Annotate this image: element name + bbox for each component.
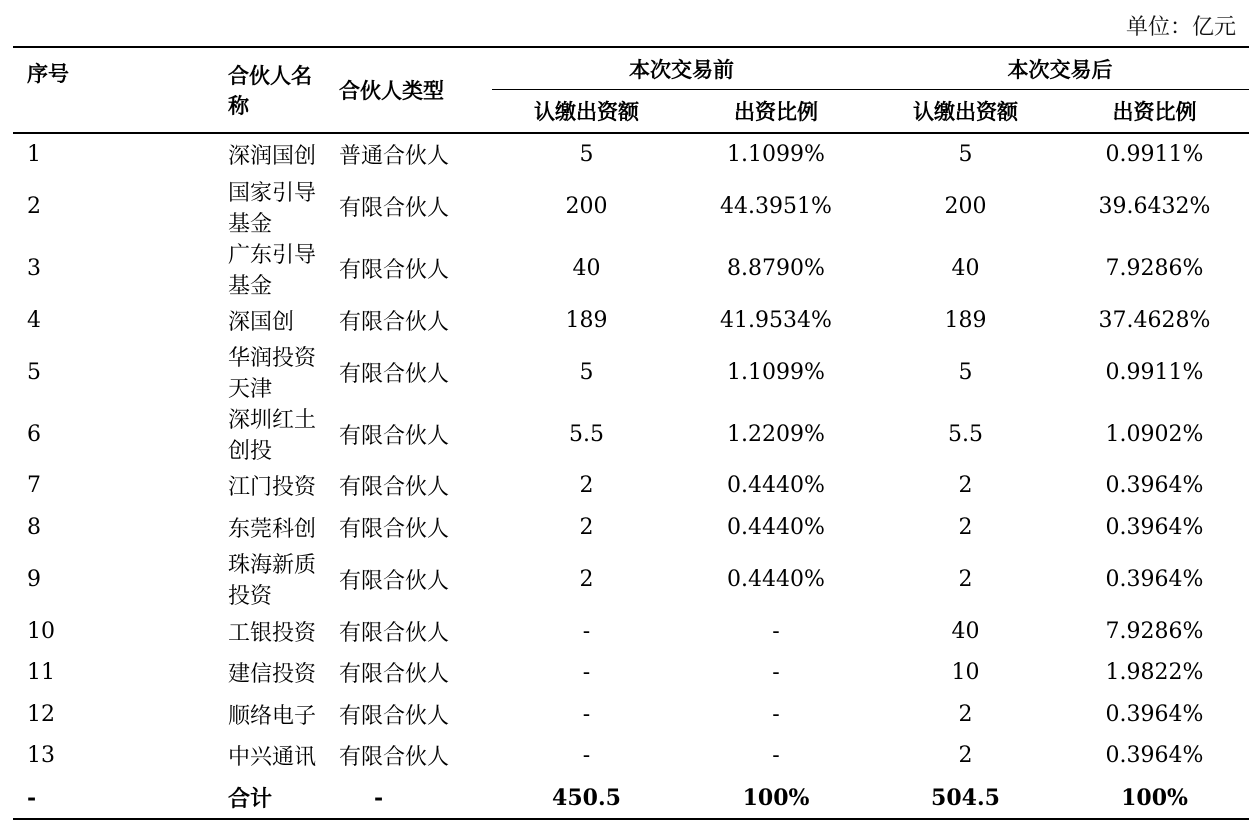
cell-before-amount: 2: [579, 473, 594, 499]
cell-after-ratio: 7.9286%: [1105, 618, 1204, 644]
header-no: 序号: [27, 62, 69, 86]
cell-name: 深圳红土创投: [228, 408, 317, 465]
cell-after-amount: 40: [951, 256, 980, 282]
cell-after-ratio: 0.3964%: [1105, 473, 1204, 499]
cell-after-amount: 10: [951, 660, 980, 686]
total-before-amount: 450.5: [552, 784, 621, 811]
unit-label: 单位：亿元: [1125, 15, 1236, 40]
cell-after-ratio: 0.3964%: [1105, 515, 1204, 541]
cell-type: 有限合伙人: [339, 703, 450, 729]
cell-after-ratio: 0.3964%: [1105, 566, 1204, 592]
cell-no: 3: [27, 256, 41, 282]
header-type: 合伙人类型: [339, 79, 444, 103]
cell-after-amount: 5: [958, 359, 973, 385]
cell-name: 工银投资: [228, 620, 317, 646]
cell-type: 有限合伙人: [339, 309, 450, 335]
cell-type: 有限合伙人: [339, 361, 450, 387]
header-before: 本次交易前: [492, 47, 871, 90]
cell-before-amount: 2: [579, 566, 594, 592]
cell-before-amount: 5.5: [569, 421, 604, 447]
header-after-subscribed: 认缴出资额: [913, 100, 1018, 124]
cell-name: 珠海新质投资: [228, 553, 317, 610]
cell-before-ratio: 0.4440%: [727, 566, 825, 592]
cell-name: 江门投资: [228, 475, 317, 501]
cell-name: 广东引导基金: [228, 242, 317, 299]
cell-before-ratio: -: [772, 701, 780, 727]
cell-after-amount: 40: [951, 618, 980, 644]
cell-before-amount: -: [582, 618, 591, 644]
cell-before-ratio: 0.4440%: [727, 473, 825, 499]
cell-no: 6: [27, 421, 41, 447]
total-type: -: [374, 784, 384, 811]
cell-before-amount: 200: [565, 194, 608, 220]
cell-no: 1: [27, 142, 41, 168]
table-body: [13, 133, 1249, 819]
total-after-ratio: 100%: [1121, 784, 1188, 811]
cell-before-amount: -: [582, 660, 591, 686]
cell-no: 11: [27, 660, 55, 686]
cell-name: 深国创: [228, 309, 295, 335]
table-row: [13, 403, 1249, 465]
cell-before-ratio: 1.1099%: [727, 359, 825, 385]
cell-after-amount: 2: [958, 515, 973, 541]
table-row: [13, 300, 1249, 342]
cell-after-ratio: 7.9286%: [1105, 256, 1204, 282]
header-before-ratio: 出资比例: [734, 100, 818, 124]
cell-no: 4: [27, 307, 41, 333]
table-header: [13, 47, 1249, 133]
partner-table: [13, 46, 1249, 820]
table-row: [13, 238, 1249, 300]
cell-type: 有限合伙人: [339, 620, 450, 646]
cell-type: 有限合伙人: [339, 423, 450, 449]
table-row: [13, 507, 1249, 549]
table-row: [13, 610, 1249, 652]
total-after-amount: 504.5: [931, 784, 1000, 811]
total-label: 合计: [228, 787, 273, 813]
cell-type: 有限合伙人: [339, 517, 450, 543]
table-row: [13, 652, 1249, 694]
header-after-ratio: 出资比例: [1112, 100, 1197, 124]
total-before-ratio: 100%: [742, 784, 810, 811]
cell-after-ratio: 1.0902%: [1105, 421, 1204, 447]
cell-after-ratio: 0.3964%: [1105, 743, 1204, 769]
cell-type: 有限合伙人: [339, 568, 450, 594]
table-row: [13, 341, 1249, 403]
cell-after-amount: 2: [958, 743, 973, 769]
cell-after-ratio: 37.4628%: [1098, 307, 1211, 333]
total-no: -: [27, 784, 37, 811]
cell-after-amount: 5: [958, 142, 973, 168]
cell-no: 5: [27, 359, 41, 385]
cell-before-ratio: 44.3951%: [720, 194, 832, 220]
cell-before-amount: -: [582, 743, 591, 769]
cell-after-ratio: 39.6432%: [1098, 194, 1211, 220]
cell-before-amount: 40: [572, 256, 601, 282]
cell-before-ratio: -: [772, 618, 780, 644]
table-row: [13, 133, 1249, 176]
cell-no: 12: [27, 701, 55, 727]
cell-type: 有限合伙人: [339, 662, 450, 688]
cell-before-amount: -: [582, 701, 591, 727]
cell-before-amount: 5: [579, 359, 594, 385]
cell-before-amount: 2: [579, 515, 594, 541]
cell-name: 建信投资: [228, 662, 317, 688]
cell-name: 国家引导基金: [228, 180, 317, 237]
cell-before-ratio: 41.9534%: [720, 307, 832, 333]
table-row: [13, 694, 1249, 736]
cell-after-ratio: 0.3964%: [1105, 701, 1204, 727]
table-row: [13, 465, 1249, 507]
cell-after-ratio: 1.9822%: [1105, 660, 1204, 686]
cell-no: 9: [27, 566, 41, 592]
cell-name: 东莞科创: [228, 517, 317, 543]
cell-after-amount: 2: [958, 473, 973, 499]
cell-type: 有限合伙人: [339, 196, 450, 222]
cell-type: 有限合伙人: [339, 745, 450, 771]
cell-type: 有限合伙人: [339, 475, 450, 501]
cell-after-amount: 189: [944, 307, 987, 333]
table-row: [13, 548, 1249, 610]
cell-after-amount: 5.5: [948, 421, 983, 447]
cell-after-ratio: 0.9911%: [1105, 359, 1204, 385]
cell-type: 普通合伙人: [339, 144, 450, 170]
table-row: [13, 735, 1249, 777]
cell-name: 华润投资天津: [228, 346, 317, 403]
cell-after-amount: 2: [958, 566, 973, 592]
header-before-subscribed: 认缴出资额: [534, 100, 639, 124]
total-row: [13, 777, 1249, 820]
cell-before-ratio: 0.4440%: [727, 515, 825, 541]
cell-before-ratio: -: [772, 743, 780, 769]
cell-no: 2: [27, 194, 41, 220]
header-name: 合伙人名称: [228, 64, 312, 118]
cell-after-amount: 2: [958, 701, 973, 727]
cell-no: 13: [27, 743, 55, 769]
cell-no: 7: [27, 473, 41, 499]
cell-after-amount: 200: [944, 194, 987, 220]
cell-before-ratio: 1.2209%: [727, 421, 825, 447]
cell-no: 8: [27, 515, 41, 541]
cell-type: 有限合伙人: [339, 258, 450, 284]
cell-name: 中兴通讯: [228, 745, 317, 771]
cell-no: 10: [27, 618, 55, 644]
cell-before-ratio: -: [772, 660, 780, 686]
cell-after-ratio: 0.9911%: [1105, 142, 1204, 168]
table-row: [13, 176, 1249, 238]
cell-before-amount: 189: [565, 307, 608, 333]
cell-before-ratio: 1.1099%: [727, 142, 825, 168]
header-after: 本次交易后: [871, 47, 1249, 90]
cell-name: 深润国创: [228, 144, 317, 170]
cell-name: 顺络电子: [228, 703, 317, 729]
cell-before-ratio: 8.8790%: [727, 256, 825, 282]
cell-before-amount: 5: [579, 142, 594, 168]
